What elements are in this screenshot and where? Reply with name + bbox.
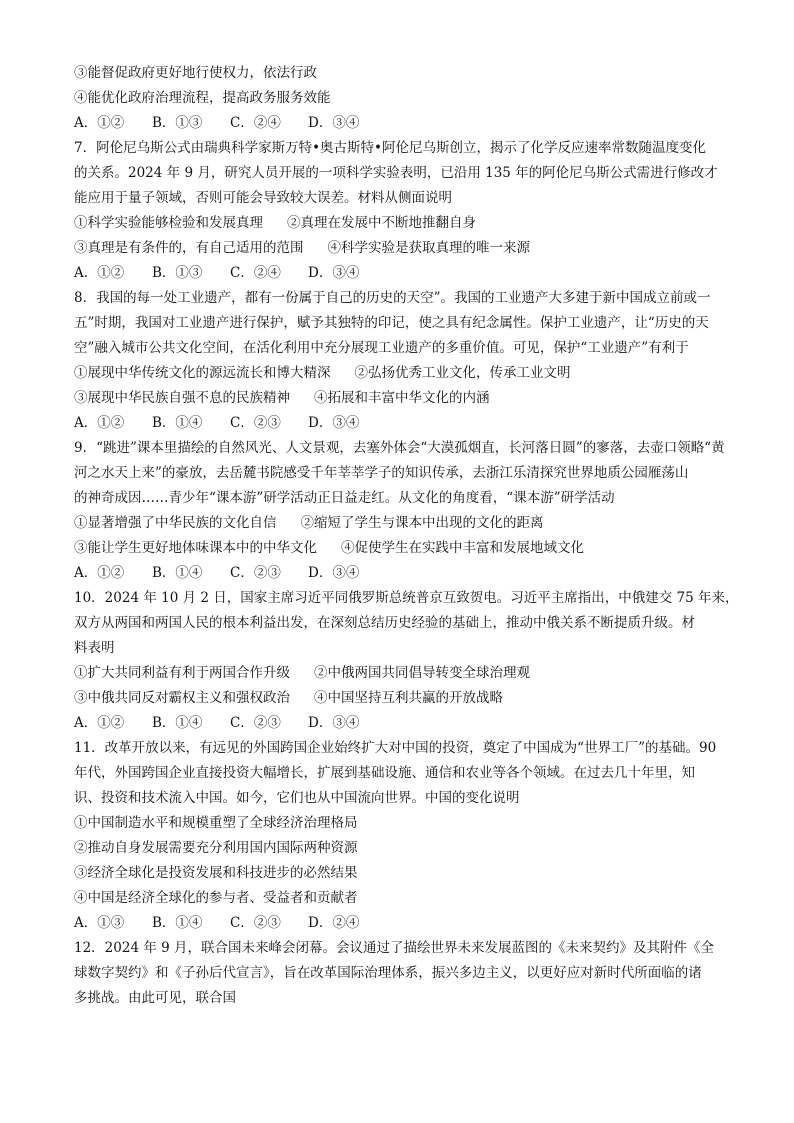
q10-item-4: ④中国坚持互利共赢的开放战略 (314, 690, 503, 706)
q9-stem-line: 的神奇成因……青少年“课本游”研学活动正日益走红。从文化的角度看，“课本游”研学活动 (74, 490, 615, 506)
q8-option-b: B．①④ (152, 415, 203, 431)
q11-option-c: C．②③ (230, 915, 281, 931)
q8-stem-line: 空”融入城市公共文化空间，在活化利用中充分展现工业遗产的多重价值。可见，保护“工业遗产”有利于 (74, 340, 689, 356)
q11-option-a: A．①③ (74, 915, 125, 931)
q6-options (74, 113, 386, 133)
q8-items-row (74, 363, 571, 383)
q10-stem-line: 10．2024 年 10 月 2 日，国家主席习近平同俄罗斯总统普京互致贺电。习近平主席指出，中俄建交 75 年来， (74, 590, 739, 606)
q10-option-a: A．①② (74, 715, 125, 731)
q10-item-3: ③中俄共同反对霸权主义和强权政治 (74, 690, 290, 706)
q10-items-row (74, 663, 530, 683)
q8-stem-line: 五”时期，我国对工业遗产进行保护，赋予其独特的印记，使之具有纪念属性。保护工业遗产，让“历史的天 (74, 315, 709, 331)
q11-options (74, 913, 386, 933)
q11-item-1: ①中国制造水平和规模重塑了全球经济治理格局 (74, 815, 358, 831)
q7-stem-line: 的关系。2024 年 9 月，研究人员开展的一项科学实验表明，已沿用 135 年的阿伦尼乌斯公式需进行修改才 (74, 165, 718, 181)
q8-option-a: A．①② (74, 415, 125, 431)
q9-stem-line: 9．“跳进”课本里描绘的自然风光、人文景观，去塞外体会“大漠孤烟直，长河落日圆”的寥落，去壶口领略“黄 (74, 440, 725, 456)
q7-item-1: ①科学实验能够检验和发展真理 (74, 215, 263, 231)
q8-options (74, 413, 386, 433)
q7-option-b: B．①③ (152, 265, 203, 281)
q7-items-row (74, 238, 530, 258)
q6-option-b: B．①③ (152, 115, 203, 131)
q10-option-c: C．②③ (230, 715, 281, 731)
q10-option-b: B．①④ (152, 715, 203, 731)
q9-items-row (74, 538, 584, 558)
q9-item-1: ①显著增强了中华民族的文化自信 (74, 515, 277, 531)
q9-options (74, 563, 386, 583)
q7-item-4: ④科学实验是获取真理的唯一来源 (327, 240, 530, 256)
q7-stem-line: 7．阿伦尼乌斯公式由瑞典科学家斯万特•奥古斯特•阿伦尼乌斯创立，揭示了化学反应速率常数随温度变化 (74, 140, 707, 156)
q10-items-row (74, 688, 503, 708)
q9-option-c: C．②③ (230, 565, 281, 581)
q8-option-d: D．③④ (308, 415, 360, 431)
q11-stem-line: 11．改革开放以来，有远见的外国跨国企业始终扩大对中国的投资，奠定了中国成为“世界工厂”的基础。90 (74, 740, 717, 756)
q12-stem-line: 多挑战。由此可见，联合国 (74, 990, 236, 1006)
q10-item-1: ①扩大共同利益有利于两国合作升级 (74, 665, 290, 681)
q7-item-2: ②真理在发展中不断地推翻自身 (287, 215, 476, 231)
q7-stem-line: 能应用于量子领域，否则可能会导致较大误差。材料从侧面说明 (74, 190, 452, 206)
q11-item-2: ②推动自身发展需要充分利用国内国际两种资源 (74, 840, 358, 856)
q9-item-2: ②缩短了学生与课本中出现的文化的距离 (300, 515, 544, 531)
q8-item-2: ②弘扬优秀工业文化，传承工业文明 (354, 365, 571, 381)
q7-item-3: ③真理是有条件的，有自己适用的范围 (74, 240, 304, 256)
q11-stem-line: 年代，外国跨国企业直接投资大幅增长，扩展到基础设施、通信和农业等各个领域。在过去几十年里，知 (74, 765, 695, 781)
q8-item-1: ①展现中华传统文化的源远流长和博大精深 (74, 365, 331, 381)
q6-item-4: ④能优化政府治理流程，提高政务服务效能 (74, 90, 331, 106)
q11-option-b: B．①④ (152, 915, 203, 931)
q7-option-a: A．①② (74, 265, 125, 281)
q8-item-4: ④拓展和丰富中华文化的内涵 (314, 390, 490, 406)
q10-item-2: ②中俄两国共同倡导转变全球治理观 (314, 665, 530, 681)
q7-items-row (74, 213, 476, 233)
q11-item-3: ③经济全球化是投资发展和科技进步的必然结果 (74, 865, 358, 881)
q8-option-c: C．②③ (230, 415, 281, 431)
q7-options (74, 263, 386, 283)
q10-options (74, 713, 386, 733)
q9-stem-line: 河之水天上来”的豪放，去岳麓书院感受千年莘莘学子的知识传承，去浙江乐清探究世界地质公园雁荡山 (74, 465, 689, 481)
q12-stem-line: 12．2024 年 9 月，联合国未来峰会闭幕。会议通过了描绘世界未来发展蓝图的《未来契约》及其附件《全 (74, 940, 714, 956)
q11-item-4: ④中国是经济全球化的参与者、受益者和贡献者 (74, 890, 358, 906)
q9-option-a: A．①② (74, 565, 125, 581)
q9-item-3: ③能让学生更好地体味课本中的中华文化 (74, 540, 317, 556)
q9-item-4: ④促使学生在实践中丰富和发展地域文化 (341, 540, 584, 556)
q8-stem-line: 8．我国的每一处工业遗产，都有一份属于自己的历史的天空”。我国的工业遗产大多建于新中国成立前或一 (74, 290, 711, 306)
q6-item-3: ③能督促政府更好地行使权力，依法行政 (74, 65, 317, 81)
q11-option-d: D．②④ (308, 915, 360, 931)
q10-stem-line: 料表明 (74, 640, 115, 656)
q7-option-d: D．③④ (308, 265, 360, 281)
q9-option-b: B．①④ (152, 565, 203, 581)
q6-option-a: A．①② (74, 115, 125, 131)
q10-option-d: D．③④ (308, 715, 360, 731)
q11-stem-line: 识、投资和技术流入中国。如今，它们也从中国流向世界。中国的变化说明 (74, 790, 520, 806)
q8-items-row (74, 388, 490, 408)
q12-stem-line: 球数字契约》和《子孙后代宣言》，旨在改革国际治理体系，振兴多边主义，以更好应对新时代所面临的诸 (74, 965, 702, 981)
q10-stem-line: 双方从两国和两国人民的根本利益出发，在深刻总结历史经验的基础上，推动中俄关系不断提质升级。材 (74, 615, 695, 631)
q7-option-c: C．②④ (230, 265, 281, 281)
q6-option-d: D．③④ (308, 115, 360, 131)
q6-option-c: C．②④ (230, 115, 281, 131)
q9-items-row (74, 513, 544, 533)
q9-option-d: D．③④ (308, 565, 360, 581)
q8-item-3: ③展现中华民族自强不息的民族精神 (74, 390, 290, 406)
